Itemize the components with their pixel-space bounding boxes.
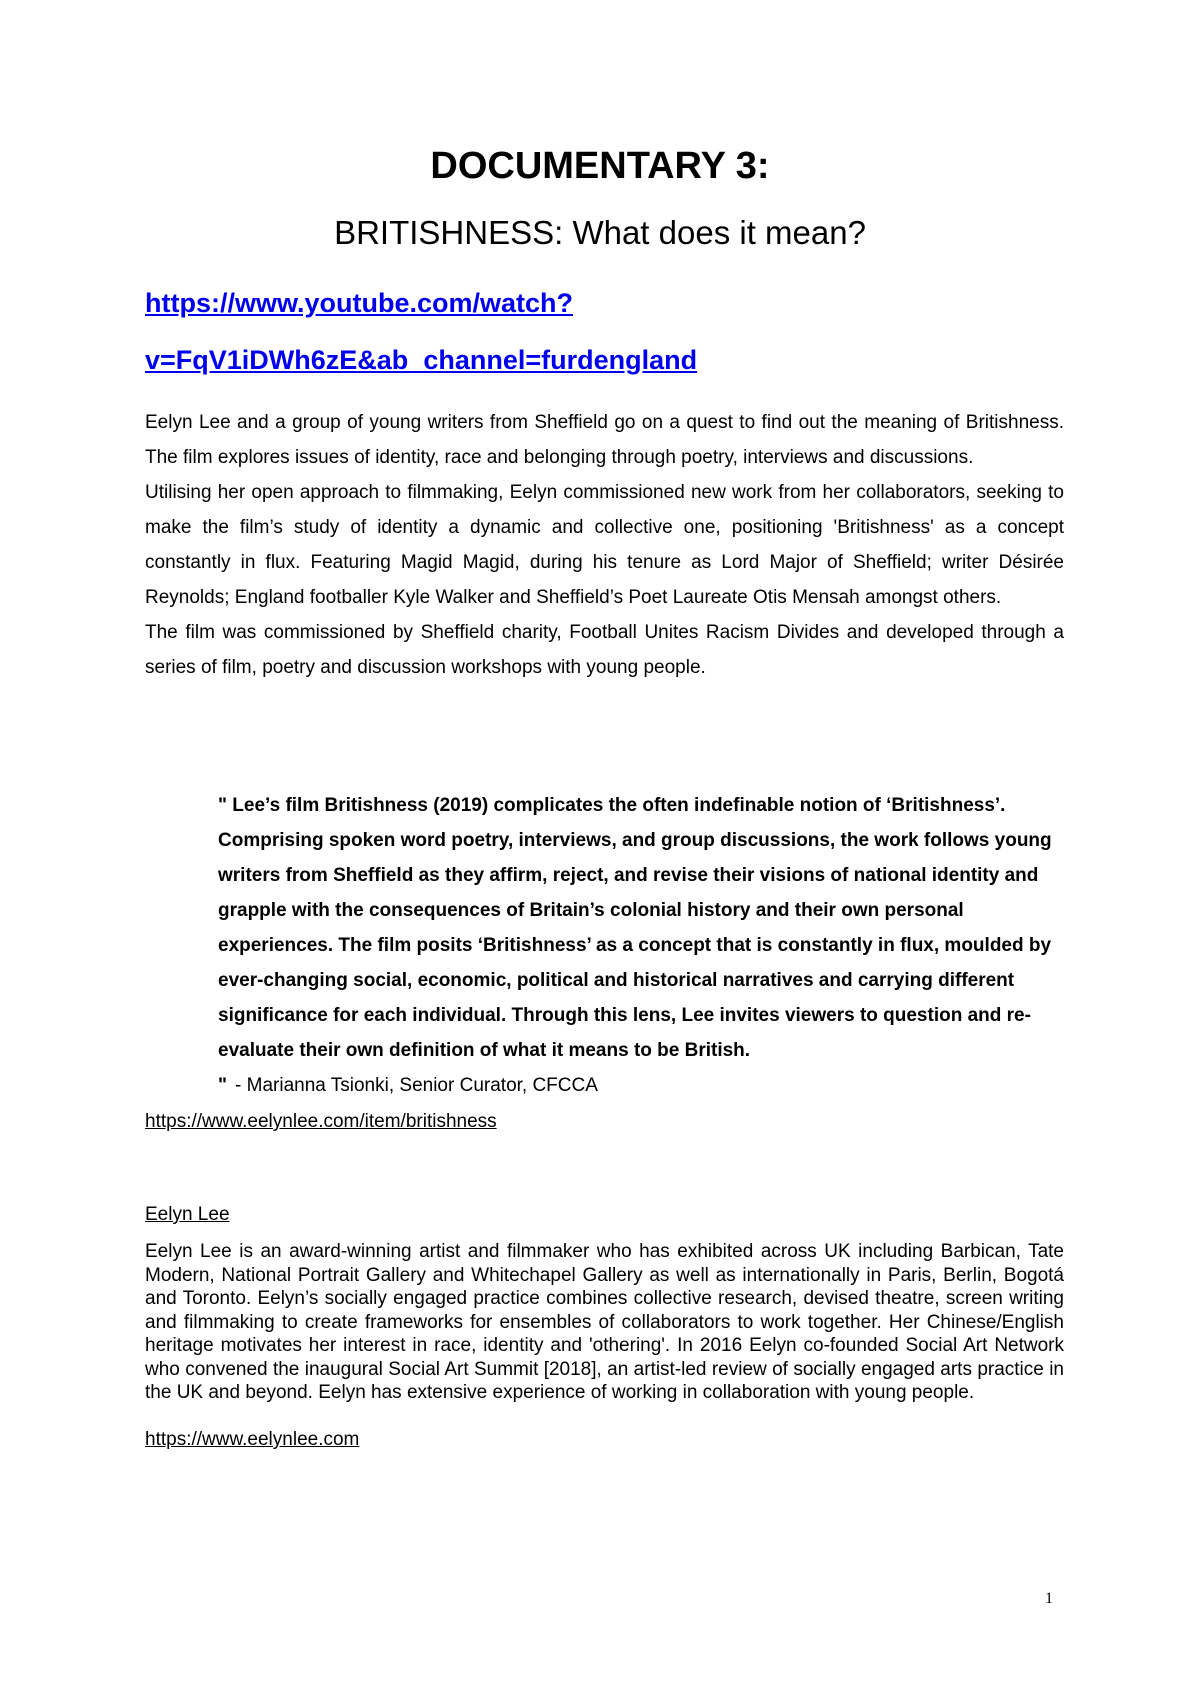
youtube-link[interactable] bbox=[145, 275, 1045, 389]
youtube-link-line-2: v=FqV1iDWh6zE&ab_channel=furdengland bbox=[145, 345, 698, 375]
bio-heading: Eelyn Lee bbox=[145, 1204, 230, 1225]
curator-quote bbox=[218, 788, 1064, 1103]
document-subtitle: BRITISHNESS: What does it mean? bbox=[334, 214, 866, 251]
film-description bbox=[145, 405, 1064, 685]
description-paragraph-3: The film was commissioned by Sheffield charity, Football Unites Racism Divides and developed through a series of film, poetry and discussion workshops with young people. bbox=[145, 622, 1064, 678]
document-title: DOCUMENTARY 3: bbox=[430, 145, 770, 187]
quote-attribution-line bbox=[218, 1068, 1064, 1103]
quote-closing-mark: " bbox=[218, 1075, 228, 1096]
youtube-link-line-1: https://www.youtube.com/watch? bbox=[145, 288, 574, 318]
description-paragraph-1: Eelyn Lee and a group of young writers from Sheffield go on a quest to find out the meaning of Britishness. The film explores issues of identity, race and belonging through poetry, interviews and discussions. bbox=[145, 412, 1064, 468]
description-paragraph-2: Utilising her open approach to filmmaking, Eelyn commissioned new work from her collaborators, seeking to make the film’s study of identity a dynamic and collective one, positioning 'Britishness' as a concept constantly in flux. Featuring Magid Magid, during his tenure as Lord Major of Sheffield; writer Désirée Reynolds; England footballer Kyle Walker and Sheffield’s Poet Laureate Otis Mensah amongst others. bbox=[145, 482, 1064, 608]
page-number: 1 bbox=[1045, 1590, 1053, 1607]
quote-text: " Lee’s film Britishness (2019) complicates the often indefinable notion of ‘Britishness’. Comprising spoken word poetry, interviews, and group discussions, the work follows young writers from Sheffield as they affirm, reject, and revise their visions of national identity and grapple with the consequences of Britain’s colonial history and their own personal experiences. The film posits ‘Britishness’ as a concept that is constantly in flux, moulded by ever-changing social, economic, political and historical narratives and carrying different significance for each individual. Through this lens, Lee invites viewers to question and re-evaluate their own definition of what it means to be British. bbox=[218, 795, 1052, 1061]
bio-text: Eelyn Lee is an award-winning artist and filmmaker who has exhibited across UK including Barbican, Tate Modern, National Portrait Gallery and Whitechapel Gallery as well as internationally in Paris, Berlin, Bogotá and Toronto. Eelyn’s socially engaged practice combines collective research, devised theatre, screen writing and filmmaking to create frameworks for ensembles of collaborators to work together. Her Chinese/English heritage motivates her interest in race, identity and 'othering'. In 2016 Eelyn co-founded Social Art Network who convened the inaugural Social Art Summit [2018], an artist-led review of socially engaged arts practice in the UK and beyond. Eelyn has extensive experience of working in collaboration with young people. bbox=[145, 1241, 1064, 1403]
quote-attribution: - Marianna Tsionki, Senior Curator, CFCCA bbox=[235, 1075, 598, 1096]
britishness-item-link[interactable]: https://www.eelynlee.com/item/britishness bbox=[145, 1111, 497, 1132]
eelyn-website-link[interactable]: https://www.eelynlee.com bbox=[145, 1429, 360, 1450]
